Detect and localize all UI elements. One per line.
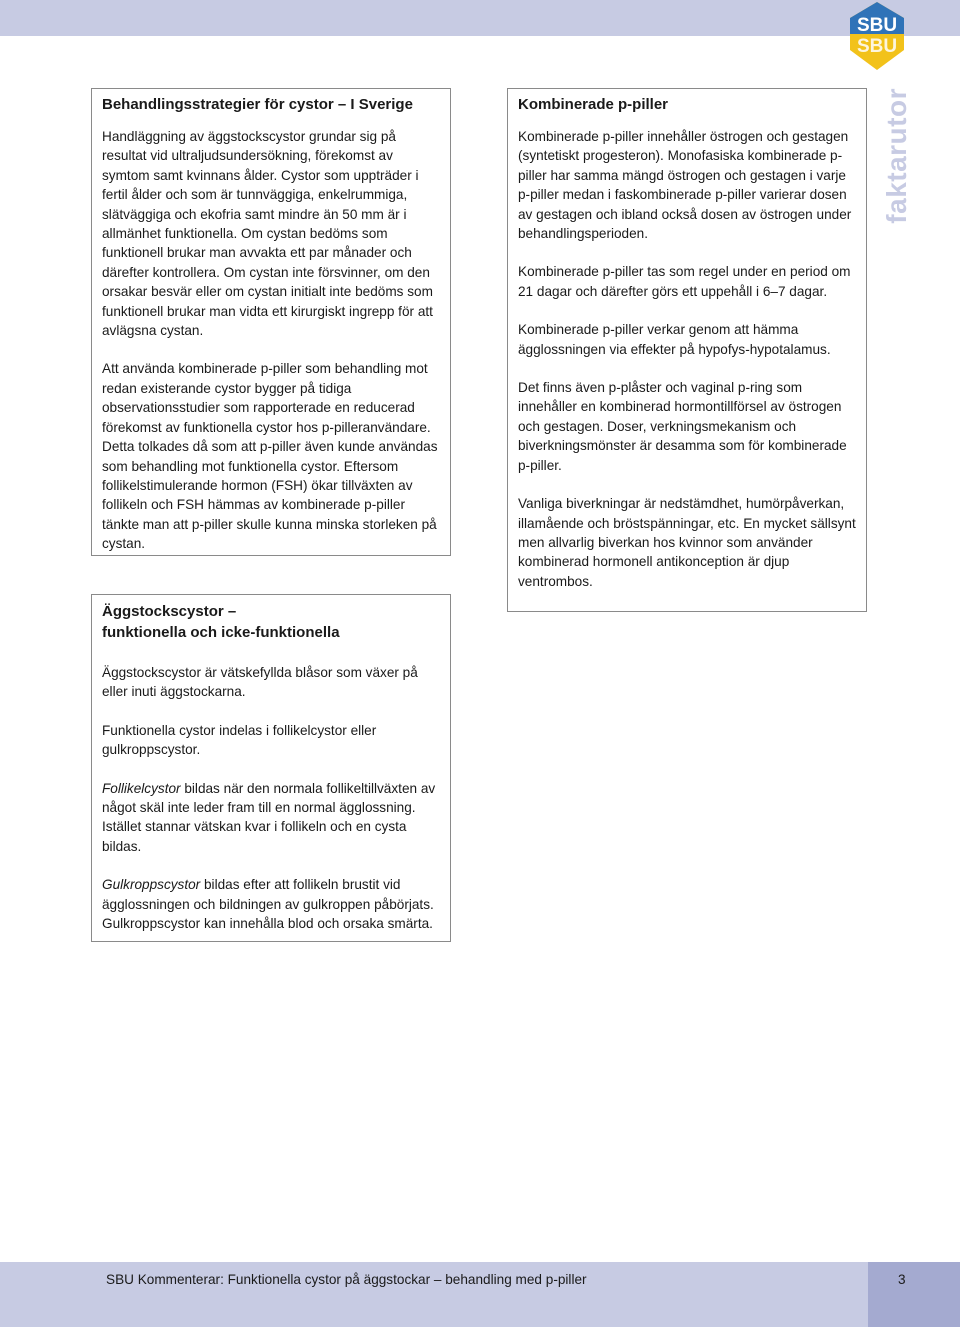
box-ovarian-cysts-p4 (102, 875, 440, 933)
box-ovarian-cysts-title-line2: funktionella och icke-funktionella (102, 624, 340, 641)
box-treatment-strategies-title: Behandlingsstrategier för cystor – I Sverige (102, 96, 413, 113)
box-combined-pills-p5: Vanliga biverkningar är nedstämdhet, humörpåverkan, illamående och bröstspänningar, etc. En mycket sällsynt men allvarlig biverkan hos kvinnor som använder kombinerad hormonell antikonception är djup ventrombos. (518, 496, 856, 589)
box-combined-pills-p4: Det finns även p-plåster och vaginal p-ring som innehåller en kombinerad hormontillförsel av östrogen och gestagen. Doser, verkningsmekanism och biverkningsmönster är desamma som för kombinerade p-piller. (518, 380, 847, 473)
side-title (880, 88, 914, 274)
box-treatment-strategies-p1: Handläggning av äggstockscystor grundar sig på resultat vid ultraljudsundersökning, förekomst av symtom samt kvinnans ålder. Cystor som uppträder i fertil ålder och som är tunnväggiga, enkelrummiga, slätväggiga och ekofria samt mindre än 50 mm är i allmänhet funktionella. Om cystan bedöms som funktionell brukar man avvakta ett par månader och därefter kontrollera. Om cystan inte försvinner, om den orsakar besvär eller om cystan initialt inte bedöms som funktionell brukar man vidta ett kirurgiskt ingrepp för att avlägsna cystan. (102, 129, 433, 339)
follicle-cysts-text: bildas när den normala follikeltillväxten av något skäl inte leder fram till en normal ägglossning. Istället stannar vätskan kvar i follikeln och en cysta bildas. (102, 780, 436, 854)
box-combined-pills (507, 88, 867, 612)
box-combined-pills-title: Kombinerade p-piller (518, 96, 669, 113)
header-band (0, 0, 960, 36)
box-ovarian-cysts-p3 (102, 779, 440, 857)
box-treatment-strategies (91, 88, 451, 556)
logo-text-top: SBU (856, 15, 898, 36)
page-number: 3 (898, 1272, 906, 1287)
footer-title: SBU Kommenterar: Funktionella cystor på äggstockar – behandling med p-piller (106, 1272, 587, 1287)
box-ovarian-cysts-title-line1: Äggstockscystor – (102, 603, 237, 620)
corpus-luteum-cysts-text: bildas efter att follikeln brustit vid ägglossningen och bildningen av gulkroppen påbörjats. Gulkroppscystor kan innehålla blod och orsaka smärta. (102, 877, 434, 932)
box-combined-pills-p3: Kombinerade p-piller verkar genom att hämma ägglossningen via effekter på hypofys-hypotalamus. (518, 322, 831, 357)
box-treatment-strategies-p2: Att använda kombinerade p-piller som behandling mot redan existerande cystor bygger på tidiga observationsstudier som rapporterade en reducerad förekomst av funktionella cystor hos p-pilleranvändare. Detta tolkades då som att p-piller även kunde användas som behandling mot funktionella cystor. Eftersom follikelstimulerande hormon (FSH) ökar tillväxten av follikeln och FSH hämmas av kombinerade p-piller tänkte man att p-piller skulle kunna minska storleken på cystan. (102, 361, 438, 552)
page-number-box (868, 1262, 960, 1327)
box-combined-pills-p1: Kombinerade p-piller innehåller östrogen och gestagen (syntetiskt progesteron). Monofasiska kombinerade p-piller har samma mängd östrogen och gestagen i varje p-piller medan i faskombinerade p-piller varierar dosen av gestagen och ibland också dosen av östrogen under behandlingsperioden. (518, 129, 852, 242)
logo-text-bottom: SBU (856, 36, 898, 57)
box-ovarian-cysts-p2: Funktionella cystor indelas i follikelcystor eller gulkroppscystor. (102, 722, 377, 758)
box-ovarian-cysts-p1: Äggstockscystor är vätskefyllda blåsor som växer på eller inuti äggstockarna. (102, 665, 418, 700)
follicle-cysts-term: Follikelcystor (102, 780, 181, 796)
box-ovarian-cysts (91, 594, 451, 942)
sbu-logo (846, 0, 908, 72)
corpus-luteum-cysts-term: Gulkroppscystor (102, 877, 201, 893)
box-ovarian-cysts-title (102, 601, 440, 643)
box-combined-pills-p2: Kombinerade p-piller tas som regel under en period om 21 dagar och därefter görs ett uppehåll i 6–7 dagar. (518, 264, 851, 299)
side-title-text: faktarutor (881, 88, 912, 224)
